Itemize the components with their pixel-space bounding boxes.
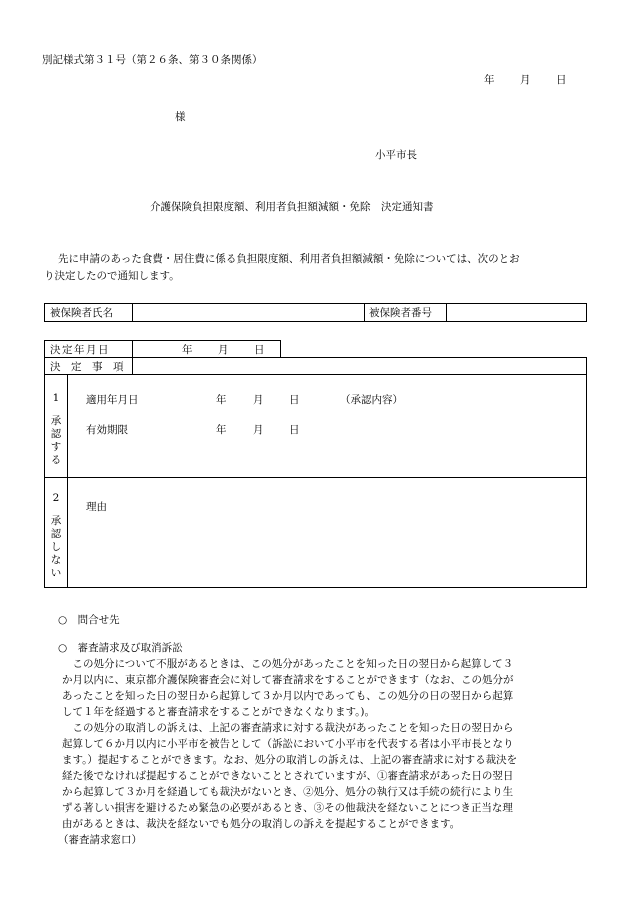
appeal-para1-line1: この処分について不服があるときは、この処分があったことを知った日の翌日から起算して３	[62, 658, 514, 670]
date-year: 年	[484, 74, 495, 86]
decision-year: 年	[182, 344, 193, 356]
contact-heading: ○ 問合せ先	[58, 614, 120, 626]
addressee-suffix: 様	[175, 111, 186, 123]
sender: 小平市長	[375, 149, 417, 161]
date-day: 日	[556, 74, 567, 86]
decision-items-label: 決 定 事 項	[50, 361, 124, 373]
appeal-para2-line1: この処分の取消しの訴えは、上記の審査請求に対する裁決があったことを知った日の翌日から	[62, 722, 514, 734]
approve-label: 承認する	[50, 415, 62, 466]
appeal-heading: ○ 審査請求及び取消訴訟	[58, 642, 183, 654]
appeal-para2-line5: から起算して３か月を経過しても裁決がないとき、②処分、処分の執行又は手続の続行により生	[62, 786, 514, 798]
appeal-para2-line3: ます。）提起することができます。なお、処分の取消しの訴えは、上記の審査請求に対する裁決を	[62, 754, 518, 766]
appeal-para2-line2: 起算して６か月以内に小平市を被告として（訴訟において小平市を代表する者は小平市長となり	[62, 738, 514, 750]
insured-number-label: 被保険者番号	[369, 307, 432, 319]
approval-content-label: （承認内容）	[340, 394, 403, 406]
applicable-year: 年	[216, 394, 227, 406]
decision-month: 月	[218, 344, 229, 356]
appeal-para1-line3: あったことを知った日の翌日から起算して３か月以内であっても、この処分の日の翌日から起算	[62, 690, 514, 702]
applicable-date-label: 適用年月日	[86, 394, 139, 406]
decision-date-label: 決定年月日	[50, 344, 110, 356]
validity-year: 年	[216, 424, 227, 436]
intro-line-1: 先に申請のあった食費・居住費に係る負担限度額、利用者負担額減額・免除については、次のとお	[58, 253, 520, 265]
reason-label: 理由	[86, 501, 107, 513]
appeal-para1-line2: か月以内に、東京都介護保険審査会に対して審査請求をすることができます（なお、この処分が	[62, 674, 514, 686]
applicable-month: 月	[253, 394, 264, 406]
decision-day: 日	[254, 344, 265, 356]
approve-number: 1	[52, 392, 60, 404]
validity-label: 有効期限	[86, 424, 128, 436]
appeal-para2-line7: 由があるときは、裁決を経ないでも処分の取消しの訴えを提起することができます。	[62, 818, 461, 830]
validity-month: 月	[253, 424, 264, 436]
intro-line-2: り決定したので通知します。	[44, 270, 180, 282]
appeal-office-label: （審査請求窓口）	[58, 834, 142, 846]
document-title: 介護保険負担限度額、利用者負担額減額・免除 決定通知書	[150, 201, 434, 213]
reject-number: 2	[52, 492, 60, 504]
validity-day: 日	[289, 424, 300, 436]
appeal-para2-line6: ずる著しい損害を避けるため緊急の必要があるとき、③その他裁決を経ないことにつき正当な理	[62, 802, 513, 814]
insured-name-label: 被保険者氏名	[50, 307, 113, 319]
form-number: 別記様式第３１号（第２６条、第３０条関係）	[42, 54, 263, 66]
appeal-para2-line4: 経た後でなければ提起することができないこととされていますが、①審査請求があった日の翌日	[62, 770, 514, 782]
date-month: 月	[520, 74, 531, 86]
reject-label: 承認しない	[50, 515, 62, 579]
applicable-day: 日	[289, 394, 300, 406]
appeal-para1-line4: して１年を経過すると審査請求をすることができなくなります。)。	[62, 706, 376, 718]
